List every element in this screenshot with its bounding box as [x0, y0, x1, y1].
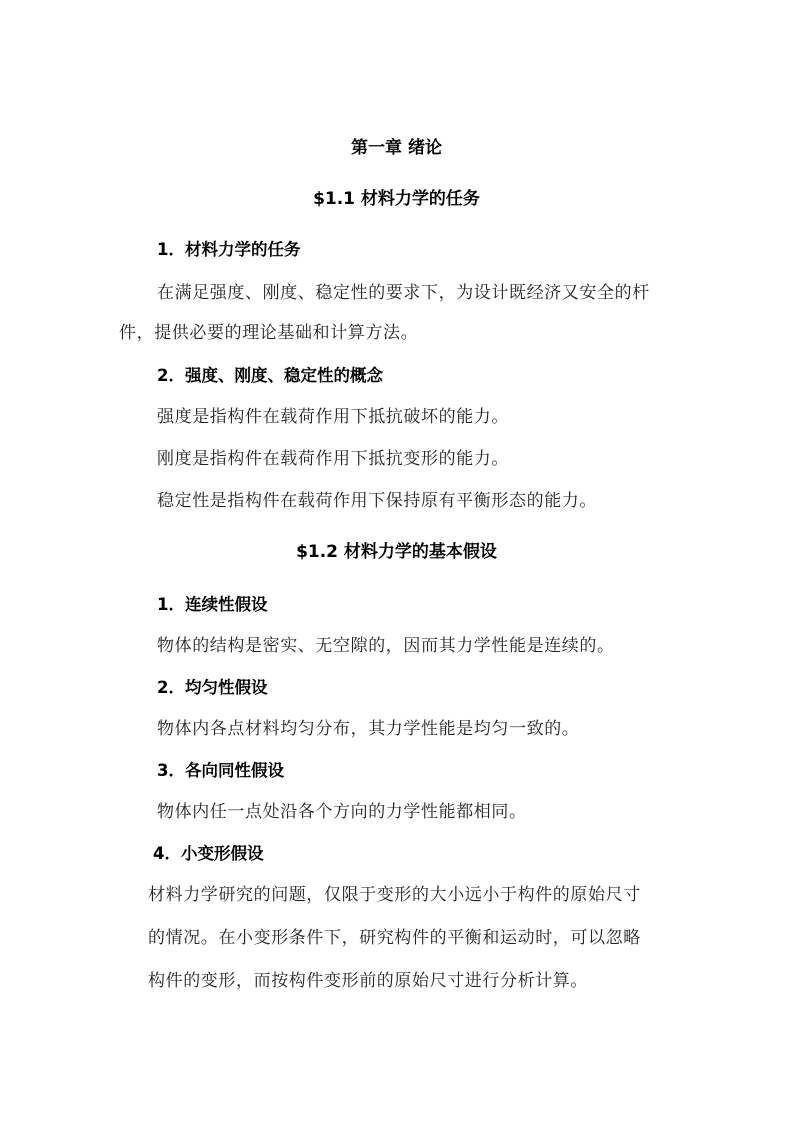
heading-continuity: 1．连续性假设 [157, 595, 268, 614]
chapter-title: 第一章 绪论 [351, 138, 442, 158]
paragraph-line: 物体的结构是密实、无空隙的，因而其力学性能是连续的。 [157, 636, 615, 656]
paragraph-line: 材料力学研究的问题，仅限于变形的大小远小于构件的原始尺寸 [148, 885, 641, 905]
paragraph-line: 件，提供必要的理论基础和计算方法。 [119, 323, 419, 343]
heading-homogeneity: 2．均匀性假设 [157, 678, 268, 697]
paragraph-line: 构件的变形，而按构件变形前的原始尺寸进行分析计算。 [148, 971, 588, 991]
section-title-1-2: $1.2 材料力学的基本假设 [296, 542, 497, 562]
paragraph-line: 刚度是指构件在载荷作用下抵抗变形的能力。 [157, 449, 509, 469]
paragraph-line: 的情况。在小变形条件下，研究构件的平衡和运动时，可以忽略 [148, 928, 641, 948]
heading-small-deformation: 4．小变形假设 [153, 844, 264, 863]
heading-task: 1．材料力学的任务 [157, 240, 301, 259]
paragraph-line: 物体内各点材料均匀分布，其力学性能是均匀一致的。 [157, 719, 580, 739]
paragraph-line: 物体内任一点处沿各个方向的力学性能都相同。 [157, 802, 527, 822]
paragraph-line: 稳定性是指构件在载荷作用下保持原有平衡形态的能力。 [157, 491, 597, 511]
paragraph-line: 强度是指构件在载荷作用下抵抗破坏的能力。 [157, 407, 509, 427]
heading-concepts: 2．强度、刚度、稳定性的概念 [157, 366, 383, 385]
heading-isotropy: 3．各向同性假设 [157, 761, 284, 780]
section-title-1-1: $1.1 材料力学的任务 [313, 189, 480, 209]
paragraph-line: 在满足强度、刚度、稳定性的要求下，为设计既经济又安全的杆 [157, 283, 650, 303]
